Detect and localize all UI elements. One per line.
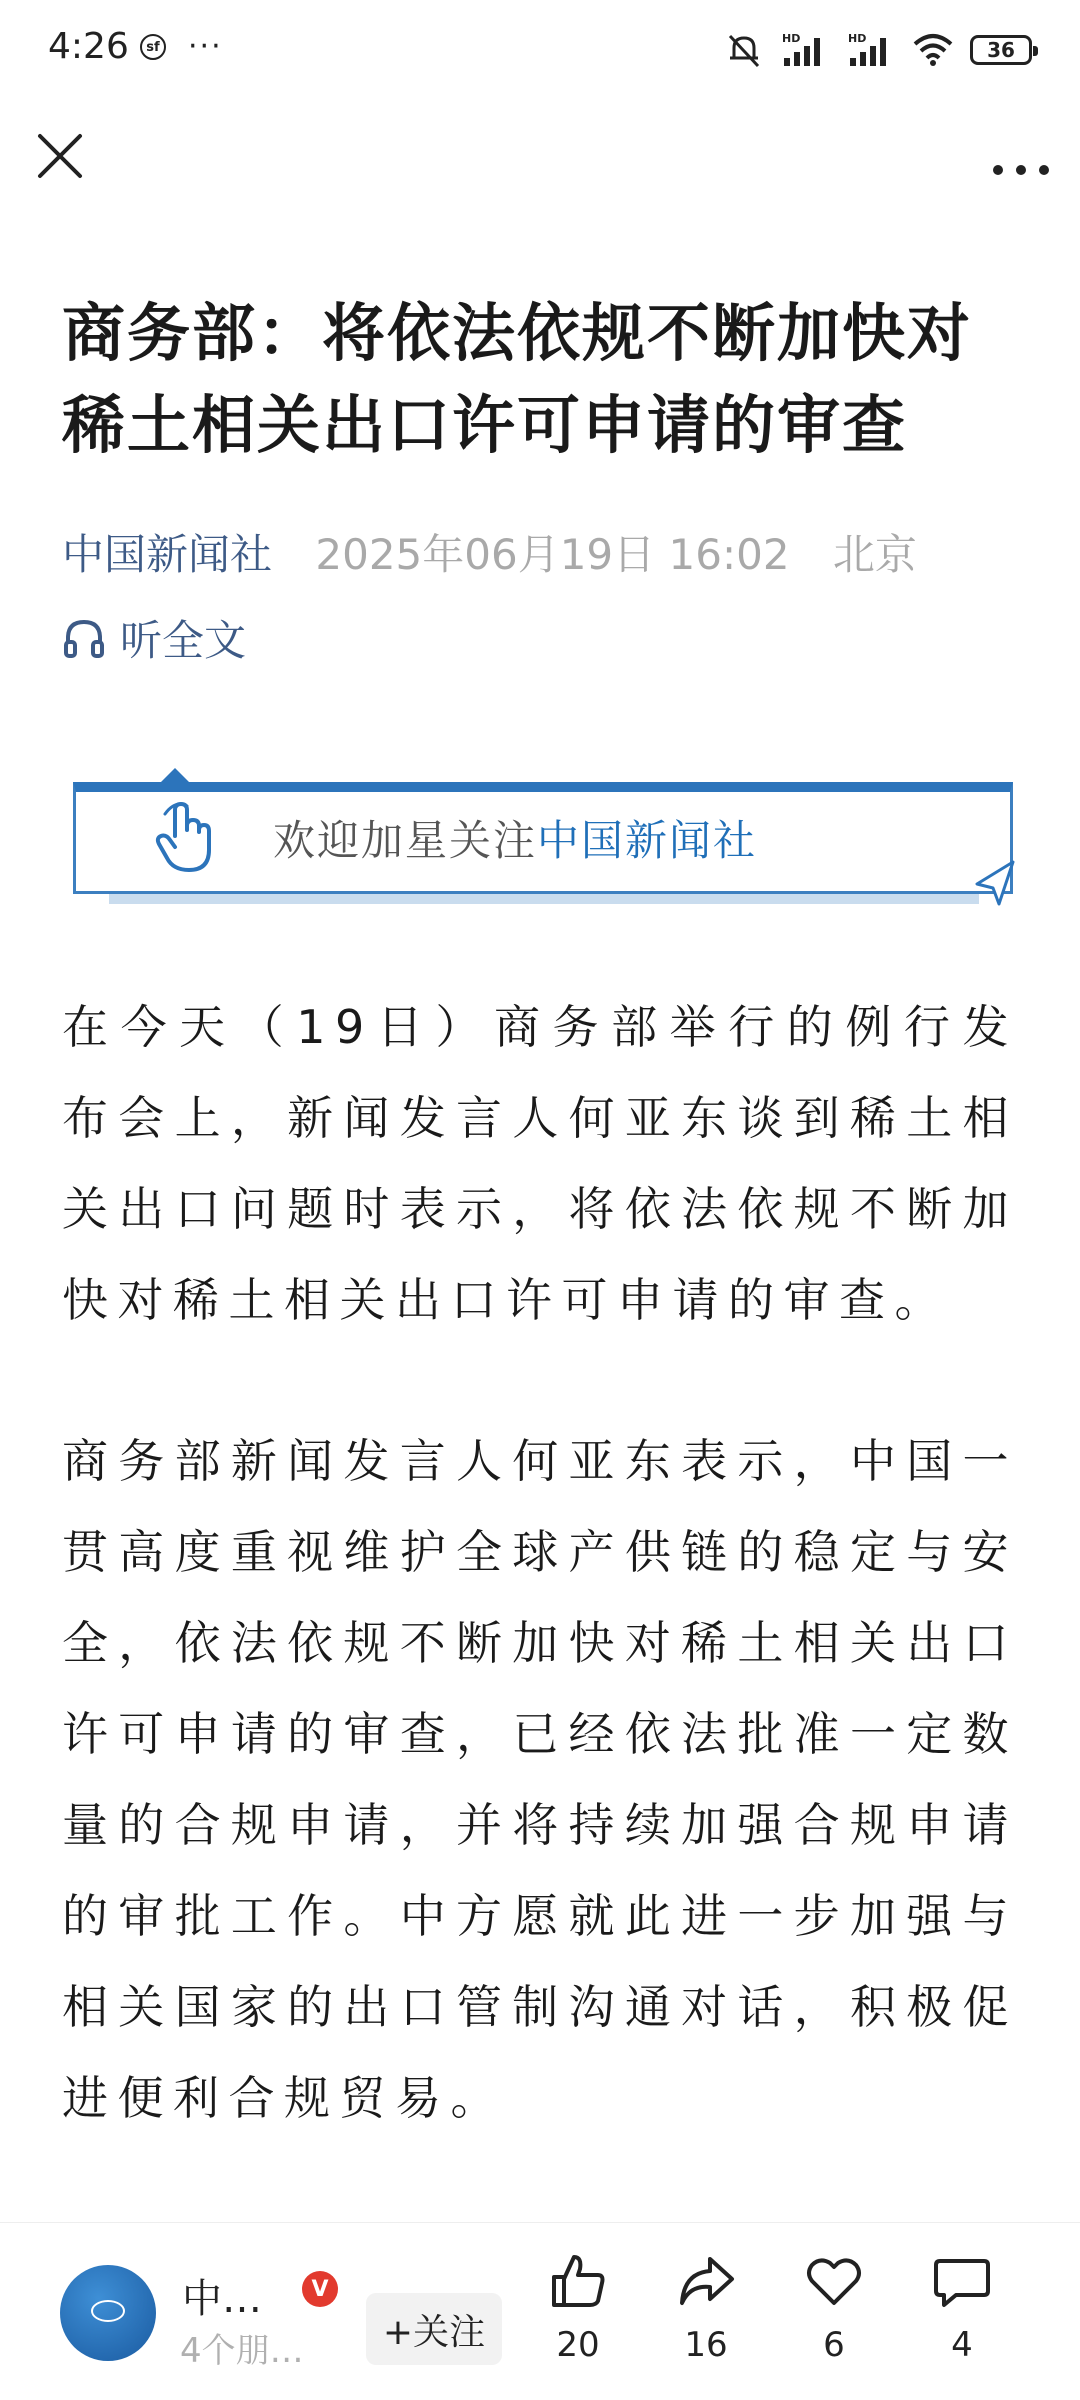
- article-date: 2025年06月19日 16:02: [315, 530, 790, 579]
- heart-icon: [804, 2251, 864, 2311]
- battery-icon: [970, 35, 1032, 65]
- favorite-button[interactable]: [784, 2251, 884, 2365]
- account-followers: 4个朋…: [180, 2331, 304, 2371]
- article-paragraph: 商务部新闻发言人何亚东表示，中国一贯高度重视维护全球产供链的稳定与安全，依法依规不断加快对稀土相关出口许可申请的审查，已经依法批准一定数量的合规申请，并将持续加强合规申请的审批工作。中方愿就此进一步加强与相关国家的出口管制沟通对话，积极促进便利合规贸易。: [62, 1434, 1018, 2125]
- share-icon: [676, 2251, 736, 2311]
- follow-button[interactable]: +关注: [366, 2293, 502, 2365]
- comment-count: 4: [951, 2325, 973, 2365]
- battery-level: 36: [987, 38, 1015, 62]
- article-meta: [62, 522, 917, 582]
- sf-icon: sf: [140, 34, 166, 60]
- close-icon[interactable]: [32, 128, 88, 184]
- article-source[interactable]: 中国新闻社: [62, 530, 273, 579]
- status-time: 4:26: [48, 26, 129, 67]
- more-icon[interactable]: [986, 128, 1056, 184]
- banner-text: [273, 808, 757, 868]
- globe-icon: [91, 2300, 125, 2322]
- account-name[interactable]: 中…: [182, 2276, 262, 2322]
- more-dots-icon: ···: [188, 29, 223, 64]
- listen-label: 听全文: [120, 616, 247, 665]
- svg-text:HD: HD: [848, 32, 867, 45]
- thumbs-up-icon: [548, 2251, 608, 2311]
- listen-button[interactable]: [62, 608, 246, 668]
- verified-badge: V: [302, 2271, 338, 2307]
- comment-icon: [932, 2251, 992, 2311]
- share-count: 16: [684, 2325, 728, 2365]
- svg-text:HD: HD: [782, 32, 801, 45]
- hd-signal-icon: [780, 30, 830, 70]
- comment-button[interactable]: [912, 2251, 1012, 2365]
- like-button[interactable]: [528, 2251, 628, 2365]
- banner-highlight: 中国新闻社: [537, 816, 758, 865]
- headphones-icon: [62, 616, 106, 660]
- article-location: 北京: [832, 530, 917, 579]
- hand-pointer-icon: [149, 800, 219, 876]
- top-nav: [0, 120, 1080, 210]
- share-button[interactable]: [656, 2251, 756, 2365]
- follow-banner[interactable]: [73, 782, 1013, 898]
- bottom-bar: [0, 2222, 1080, 2400]
- status-bar: [0, 0, 1080, 100]
- mute-bell-icon: [724, 30, 764, 70]
- wifi-icon: [912, 32, 954, 68]
- paper-plane-icon: [973, 858, 1017, 906]
- favorite-count: 6: [823, 2325, 845, 2365]
- hd-signal-icon: [846, 30, 896, 70]
- banner-prefix: 欢迎加星关注: [273, 816, 538, 865]
- account-avatar[interactable]: [60, 2265, 156, 2361]
- article-title: 商务部：将依法依规不断加快对稀土相关出口许可申请的审查: [62, 297, 972, 462]
- article-paragraph: 在今天（19日）商务部举行的例行发布会上，新闻发言人何亚东谈到稀土相关出口问题时表示，将依法依规不断加快对稀土相关出口许可申请的审查。: [62, 1000, 1018, 1327]
- like-count: 20: [556, 2325, 600, 2365]
